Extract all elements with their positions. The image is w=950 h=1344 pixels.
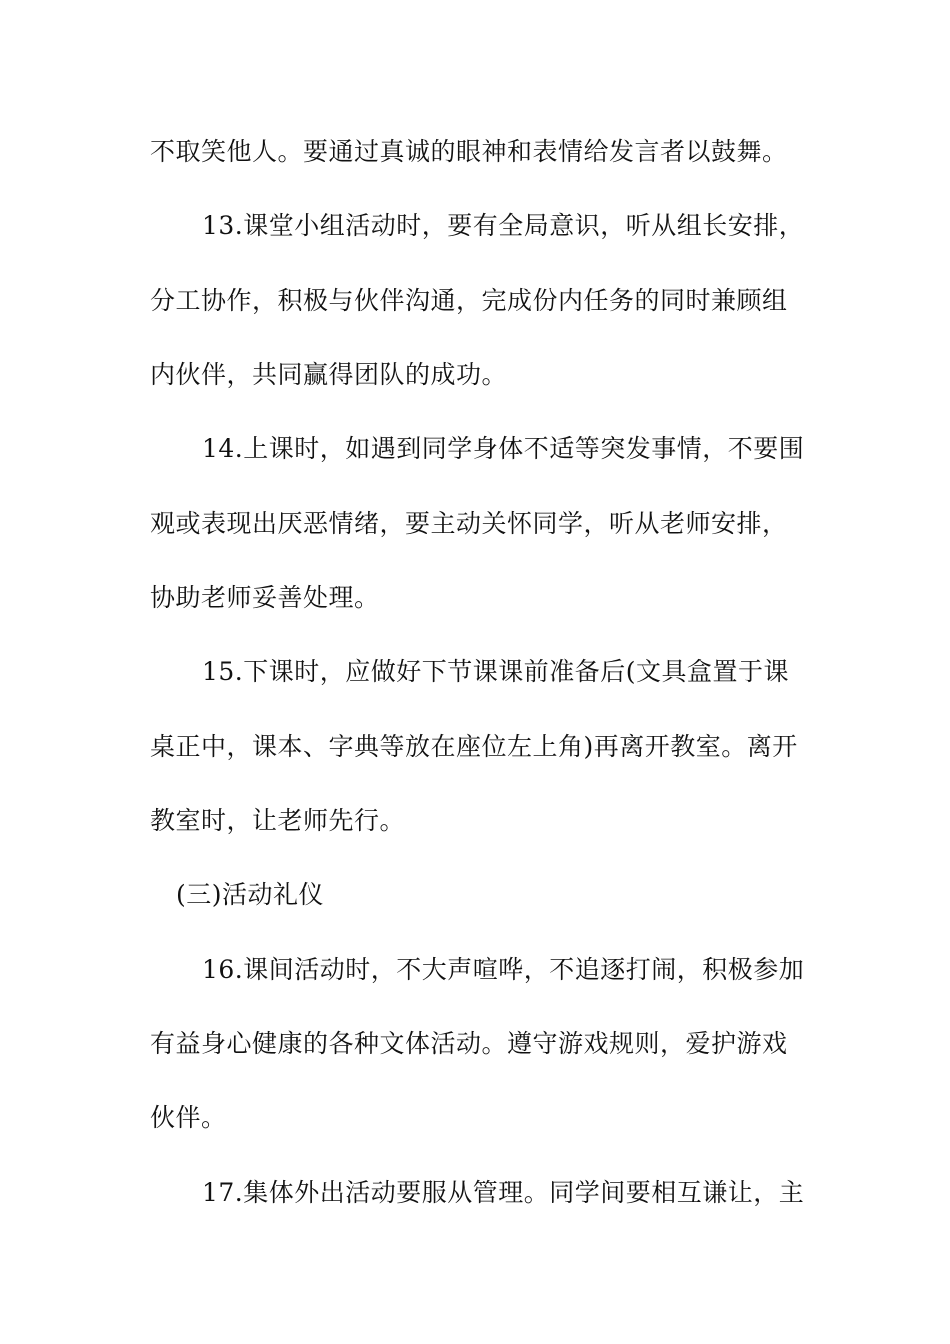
item-15-line: 15.下课时，应做好下节课课前准备后(文具盒置于课 [202, 657, 790, 686]
text-line: 桌正中，课本、字典等放在座位左上角)再离开教室。离开 [150, 732, 798, 761]
section-heading: (三)活动礼仪 [176, 880, 325, 909]
text-line: 观或表现出厌恶情绪，要主动关怀同学，听从老师安排， [150, 509, 788, 538]
item-13-line: 13.课堂小组活动时，要有全局意识，听从组长安排， [202, 211, 805, 240]
item-14-line: 14.上课时，如遇到同学身体不适等突发事情，不要围 [202, 434, 805, 463]
text-line: 教室时，让老师先行。 [150, 806, 406, 835]
text-line: 协助老师妥善处理。 [150, 583, 380, 612]
text-line: 内伙伴，共同赢得团队的成功。 [150, 360, 508, 389]
text-line: 伙伴。 [150, 1103, 227, 1132]
item-17-line: 17.集体外出活动要服从管理。同学间要相互谦让，主 [202, 1178, 805, 1207]
item-16-line: 16.课间活动时，不大声喧哗，不追逐打闹，积极参加 [202, 955, 805, 984]
text-line: 分工协作，积极与伙伴沟通，完成份内任务的同时兼顾组 [150, 286, 788, 315]
text-line: 不取笑他人。要通过真诚的眼神和表情给发言者以鼓舞。 [150, 137, 788, 166]
text-line: 有益身心健康的各种文体活动。遵守游戏规则，爱护游戏 [150, 1029, 788, 1058]
